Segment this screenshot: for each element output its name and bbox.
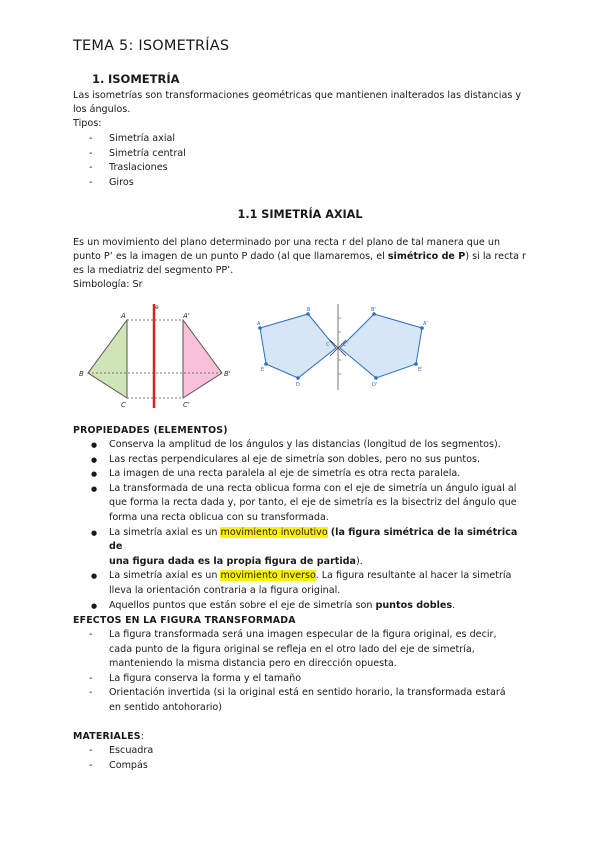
list-item: ● Conserva la amplitud de los ángulos y las distancias (longitud de los segmentos). [109,438,534,453]
list-item: - Giros [109,176,186,191]
definition-line-1: Es un movimiento del plano determinado por una recta r del plano de tal manera que un [73,237,501,248]
list-item: ● Aquellos puntos que están sobre el eje de simetría son puntos dobles. [109,599,534,614]
label-b: B [79,370,84,378]
reflected-pentagon [340,314,422,378]
propiedades-heading: PROPIEDADES (ELEMENTOS) [73,425,228,436]
section-number: 1. [92,72,105,86]
label-b-prime: B' [224,370,231,378]
label-pb: B [307,307,311,313]
highlight-inverso: movimiento inverso [220,570,316,582]
label-pc: C [326,342,330,348]
label-a-prime: A' [183,312,190,320]
tipos-list [109,132,186,190]
label-pe: E [261,367,265,373]
label-pd-prime: D' [372,382,378,388]
list-item: ● La simetría axial es un movimiento inverso. La figura resultante al hacer la simetría lleva la orientación contraria a la figura original. [109,569,534,598]
section-heading-isometria [92,72,180,86]
label-a: A [121,312,126,320]
list-item: ● La transformada de una recta oblicua forma con el eje de simetría un ángulo igual al que forma la recta dada y, por tanto, el eje de simetría es la bisectriz del ángulo que forma una recta oblicua con su transformada. [109,482,534,526]
definition-line-2: punto P’ es la imagen de un punto P dado (al que llamaremos, el simétrico de P) si la recta r [73,251,526,262]
reflected-triangle [183,320,222,398]
list-item: ● La simetría axial es un movimiento involutivo (la figura simétrica de la simétrica de una figura dada es la propia figura de partida). [109,526,534,570]
intro-line-2: los ángulos. [73,104,131,115]
section-heading-simetria-axial: 1.1 SIMETRÍA AXIAL [237,208,363,221]
simbologia: Simbología: Sr [73,279,143,290]
intro-paragraph [73,89,543,131]
label-pd: D [296,382,300,388]
original-triangle [88,320,127,398]
label-pa: A [257,321,261,327]
efectos-heading: EFECTOS EN LA FIGURA TRANSFORMADA [73,615,296,626]
page-title: TEMA 5: ISOMETRÍAS [73,38,230,54]
label-pa-prime: A' [423,321,428,327]
label-pb-prime: B' [371,307,376,313]
section-heading-text: ISOMETRÍA [108,72,180,86]
tipos-label: Tipos: [73,118,102,129]
list-item: - Traslaciones [109,161,186,176]
list-item: - Compás [109,759,153,774]
list-item: - Simetría central [109,147,186,162]
axial-symmetry-figure [75,300,245,410]
label-c: C [121,401,126,409]
definition-line-3: es la mediatriz del segmento PP’. [73,265,234,276]
list-item: - La figura conserva la forma y el tamaño [109,672,534,687]
materiales-list [109,744,153,773]
highlight-involutivo: movimiento involutivo [220,526,328,538]
original-pentagon [260,314,336,378]
list-item: ● Las rectas perpendiculares al eje de simetría son dobles, pero no sus puntos. [109,453,534,468]
list-item: - Escuadra [109,744,153,759]
label-c-prime: C' [183,401,190,409]
list-item: - Orientación invertida (si la original está en sentido horario, la transformada estará en sentido antohorario) [109,686,534,715]
intro-line-1: Las isometrías son transformaciones geométricas que mantienen inalterados las distancias y [73,90,522,101]
simetrico-de-p: simétrico de P [387,251,466,262]
list-item: - Simetría axial [109,132,186,147]
definition-paragraph [73,236,543,292]
label-pc-prime: C' [343,342,348,348]
efectos-list [109,628,534,716]
pentagon-symmetry-figure [250,300,440,395]
axis-label: e [155,304,159,311]
list-item: ● La imagen de una recta paralela al eje de simetría es otra recta paralela. [109,467,534,482]
materiales-heading: MATERIALES: [73,731,145,742]
propiedades-list [109,438,534,613]
label-pe-prime: E' [418,367,423,373]
list-item: - La figura transformada será una imagen especular de la figura original, es decir, cada punto de la figura original se refleja en el otro lado del eje de simetría, manteniendo la misma distancia pero en dirección opuesta. [109,628,534,672]
